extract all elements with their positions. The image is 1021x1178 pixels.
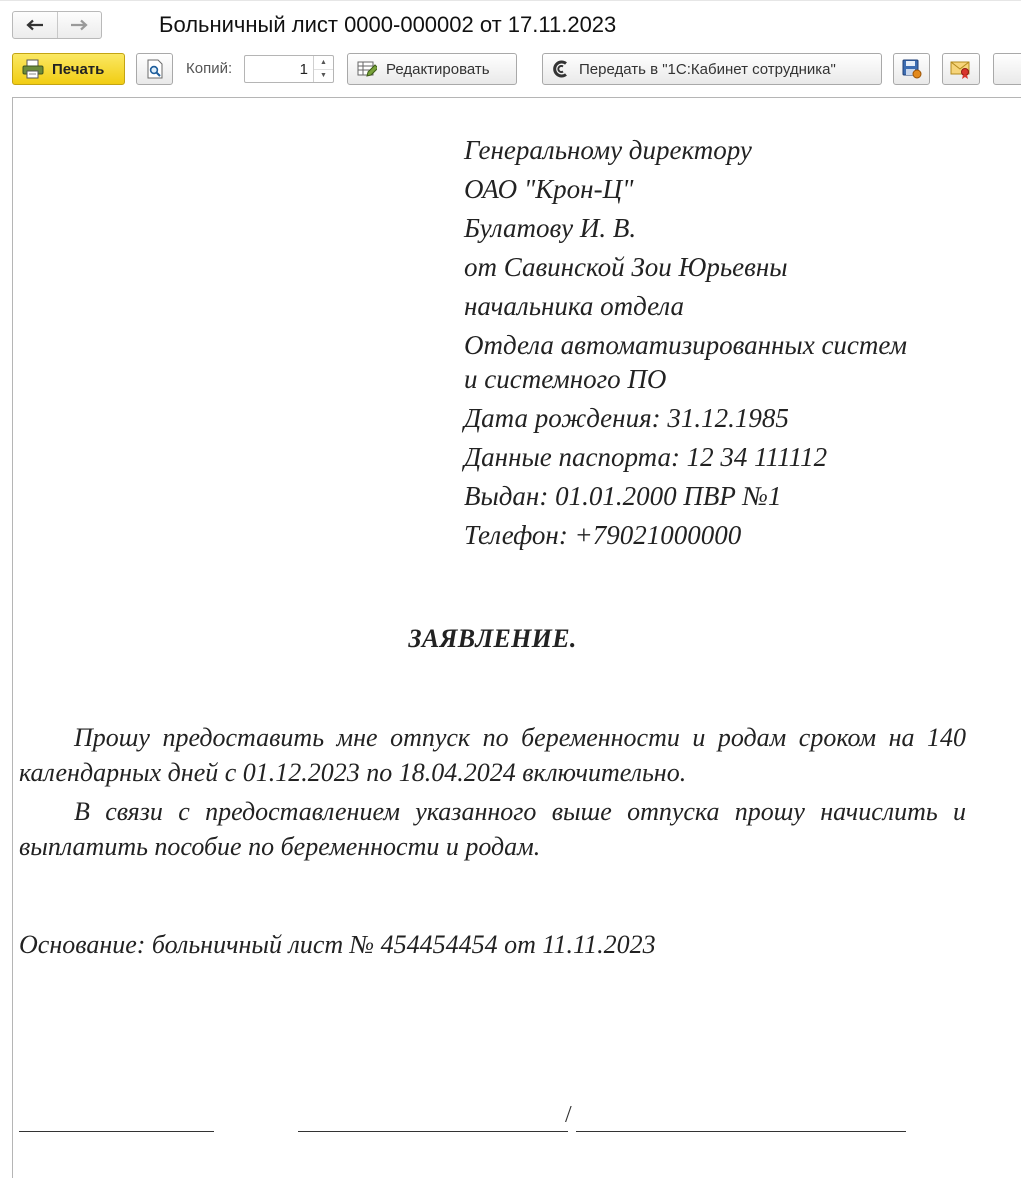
signature-date-line [19, 1131, 214, 1132]
copies-increment-button[interactable]: ▲ [320, 58, 327, 66]
edit-button[interactable] [347, 53, 517, 85]
more-button[interactable] [993, 53, 1021, 85]
send-to-employee-cabinet-button[interactable] [542, 53, 882, 85]
signature-line [298, 1131, 568, 1132]
benefit-paragraph: В связи с предоставлением указанного выше отпуска прошу начислить и выплатить пособие по беременности и родам. [19, 797, 966, 861]
arrow-right-icon [70, 19, 88, 31]
arrow-left-icon [26, 19, 44, 31]
copies-stepper [313, 56, 333, 82]
addressee-line: от Савинской Зои Юрьевны [464, 252, 788, 282]
1c-logo-icon [553, 60, 569, 78]
signature-separator: / [565, 1102, 572, 1128]
addressee-line: Дата рождения: 31.12.1985 [464, 403, 789, 433]
mail-button[interactable] [942, 53, 980, 85]
addressee-line: и системного ПО [464, 364, 667, 394]
forward-button[interactable] [57, 12, 102, 38]
send-button-label: Передать в "1С:Кабинет сотрудника" [579, 60, 836, 78]
addressee-line: Отдела автоматизированных систем [464, 330, 907, 360]
addressee-line: Данные паспорта: 12 34 111112 [464, 442, 828, 472]
request-paragraph: Прошу предоставить мне отпуск по беременности и родам сроком на 140 календарных дней с 01.12.2023 по 18.04.2024 включительно. [19, 723, 966, 787]
copies-field [244, 55, 334, 83]
addressee-line: Генеральному директору [464, 135, 752, 165]
document-heading: ЗАЯВЛЕНИЕ. [408, 624, 577, 653]
addressee-line: Выдан: 01.01.2000 ПВР №1 [464, 481, 782, 511]
save-icon [902, 59, 922, 79]
top-border [0, 0, 1021, 1]
addressee-line: ОАО "Крон-Ц" [464, 174, 634, 204]
printer-icon [22, 59, 44, 79]
mail-icon [950, 59, 972, 79]
print-button[interactable] [12, 53, 125, 85]
copies-decrement-button[interactable]: ▼ [314, 69, 333, 83]
preview-icon [146, 59, 164, 79]
copies-label: Копий: [186, 60, 233, 77]
preview-button[interactable] [136, 53, 173, 85]
addressee-line: Телефон: +79021000000 [464, 520, 742, 550]
signature-name-line [576, 1131, 906, 1132]
edit-button-label: Редактировать [386, 60, 490, 78]
basis-line: Основание: больничный лист № 454454454 от 11.11.2023 [19, 930, 656, 959]
print-button-label: Печать [52, 60, 105, 78]
save-button[interactable] [893, 53, 930, 85]
addressee-line: Булатову И. В. [464, 213, 637, 243]
table-edit-icon [357, 60, 377, 78]
back-button[interactable] [13, 12, 57, 38]
addressee-line: начальника отдела [464, 291, 684, 321]
navigation-buttons [12, 11, 102, 39]
window-title: Больничный лист 0000-000002 от 17.11.2023 [159, 12, 617, 37]
copies-input[interactable] [245, 56, 313, 82]
